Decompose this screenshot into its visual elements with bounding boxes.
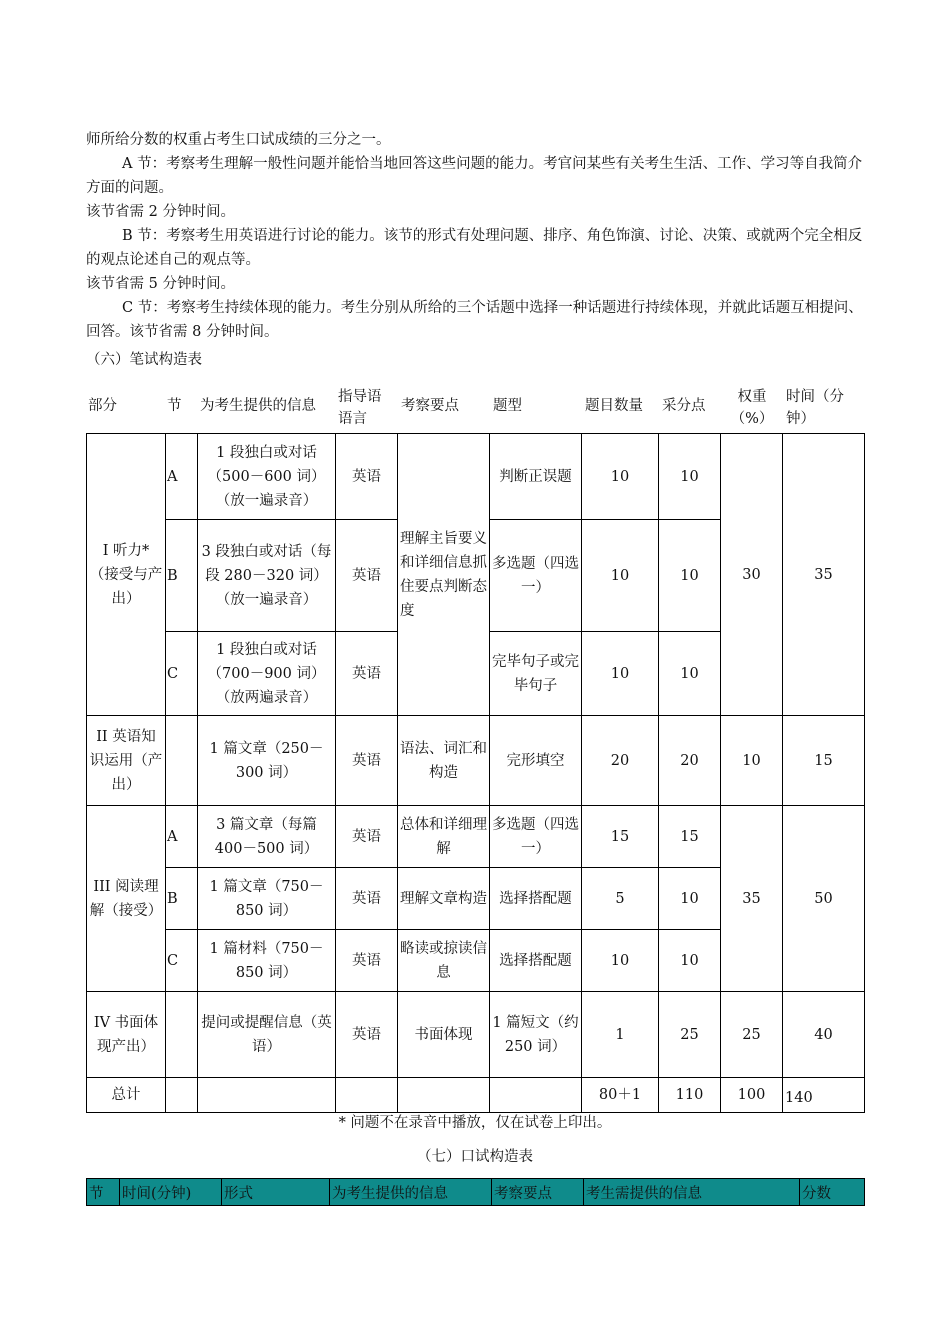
lang-cell: 英语: [336, 716, 398, 806]
focus-cell: 总体和详细理解: [398, 806, 490, 868]
section-a-time: 该节省需 2 分钟时间。: [86, 204, 235, 220]
total-time: 140: [783, 1078, 865, 1113]
header-type: 题型: [493, 398, 522, 414]
info-cell: 1 篇文章（750－850 词）: [198, 868, 336, 930]
written-structure-table: [86, 433, 865, 1113]
type-cell: 完毕句子或完毕句子: [490, 632, 582, 716]
focus-cell: 书面体现: [398, 992, 490, 1078]
lang-cell: 英语: [336, 632, 398, 716]
section-label: A: [166, 806, 198, 868]
type-cell: 判断正误题: [490, 434, 582, 520]
section-c-desc: C 节：考察考生持续体现的能力。考生分别从所给的三个话题中选择一种话题进行持续体现，并就此话题互相提问、回答。该节省需 8 分钟时间。: [86, 300, 863, 340]
header-count: 题目数量: [585, 398, 643, 414]
info-cell: 1 段独白或对话（700－900 词）（放两遍录音）: [198, 632, 336, 716]
header-weight: 权重（%）: [730, 389, 774, 427]
listening-part: I 听力*（接受与产出）: [87, 434, 166, 716]
time-cell: 50: [783, 806, 865, 992]
count-cell: 10: [582, 520, 659, 632]
count-cell: 5: [582, 868, 659, 930]
intro-line: 师所给分数的权重占考生口试成绩的三分之一。: [86, 132, 391, 148]
oral-header-need: 考生需提供的信息: [584, 1179, 800, 1206]
section-label: [166, 716, 198, 806]
points-cell: 10: [659, 520, 721, 632]
info-cell: 1 段独白或对话（500－600 词）（放一遍录音）: [198, 434, 336, 520]
points-cell: 10: [659, 434, 721, 520]
header-focus: 考察要点: [401, 398, 459, 414]
oral-header-time: 时间(分钟): [120, 1179, 222, 1206]
lang-cell: 英语: [336, 520, 398, 632]
total-count: 80＋1: [582, 1078, 659, 1113]
info-cell: 3 篇文章（每篇 400－500 词）: [198, 806, 336, 868]
total-label: 总计: [87, 1078, 166, 1113]
type-cell: 选择搭配题: [490, 868, 582, 930]
lang-cell: 英语: [336, 806, 398, 868]
oral-table-title: （七）口试构造表: [417, 1149, 533, 1165]
listening-footnote: * 问题不在录音中播放，仅在试卷上印出。: [338, 1115, 612, 1131]
empty-cell: [166, 1078, 198, 1113]
info-cell: 提问或提醒信息（英语）: [198, 992, 336, 1078]
section-label: C: [166, 632, 198, 716]
section-label: B: [166, 868, 198, 930]
empty-cell: [490, 1078, 582, 1113]
empty-cell: [398, 1078, 490, 1113]
type-cell: 多选题（四选一）: [490, 806, 582, 868]
lang-cell: 英语: [336, 930, 398, 992]
points-cell: 10: [659, 632, 721, 716]
info-cell: 3 段独白或对话（每段 280－320 词）（放一遍录音）: [198, 520, 336, 632]
points-cell: 10: [659, 930, 721, 992]
info-cell: 1 篇文章（250－300 词）: [198, 716, 336, 806]
writing-part: IV 书面体现产出）: [87, 992, 166, 1078]
time-cell: 40: [783, 992, 865, 1078]
count-cell: 15: [582, 806, 659, 868]
header-part: 部分: [88, 398, 117, 414]
section-label: C: [166, 930, 198, 992]
points-cell: 25: [659, 992, 721, 1078]
total-row: [87, 1078, 865, 1113]
empty-cell: [198, 1078, 336, 1113]
type-cell: 1 篇短文（约 250 词）: [490, 992, 582, 1078]
section-label: B: [166, 520, 198, 632]
section-a-desc: A 节：考察考生理解一般性问题并能恰当地回答这些问题的能力。考官问某些有关考生生活、工作、学习等自我简介方面的问题。: [86, 156, 863, 196]
oral-structure-table: [86, 1178, 865, 1206]
lang-cell: 英语: [336, 434, 398, 520]
time-cell: 15: [783, 716, 865, 806]
header-time: 时间（分钟）: [786, 389, 844, 427]
table-row: [87, 716, 865, 806]
weight-cell: 30: [721, 434, 783, 716]
oral-header-score: 分数: [800, 1179, 865, 1206]
section-label: A: [166, 434, 198, 520]
points-cell: 10: [659, 868, 721, 930]
section-b-time: 该节省需 5 分钟时间。: [86, 276, 235, 292]
oral-header-section: 节: [87, 1179, 120, 1206]
oral-header-form: 形式: [222, 1179, 330, 1206]
empty-cell: [336, 1078, 398, 1113]
table-row: [87, 992, 865, 1078]
count-cell: 20: [582, 716, 659, 806]
total-points: 110: [659, 1078, 721, 1113]
count-cell: 1: [582, 992, 659, 1078]
weight-cell: 25: [721, 992, 783, 1078]
oral-header-row: [87, 1179, 865, 1206]
count-cell: 10: [582, 930, 659, 992]
count-cell: 10: [582, 434, 659, 520]
type-cell: 多选题（四选一）: [490, 520, 582, 632]
focus-cell: 略读或掠读信息: [398, 930, 490, 992]
type-cell: 选择搭配题: [490, 930, 582, 992]
written-table-title: （六）笔试构造表: [86, 352, 202, 368]
weight-cell: 10: [721, 716, 783, 806]
weight-cell: 35: [721, 806, 783, 992]
section-b-desc: B 节：考察考生用英语进行讨论的能力。该节的形式有处理问题、排序、角色饰演、讨论、决策、或就两个完全相反的观点论述自己的观点等。: [86, 228, 863, 268]
time-cell: 35: [783, 434, 865, 716]
usage-part: II 英语知识运用（产出）: [87, 716, 166, 806]
points-cell: 15: [659, 806, 721, 868]
total-weight: 100: [721, 1078, 783, 1113]
table-row: [87, 806, 865, 868]
type-cell: 完形填空: [490, 716, 582, 806]
points-cell: 20: [659, 716, 721, 806]
count-cell: 10: [582, 632, 659, 716]
table-row: [87, 434, 865, 520]
section-label: [166, 992, 198, 1078]
listening-focus: 理解主旨要义和详细信息抓住要点判断态度: [398, 434, 490, 716]
focus-cell: 理解文章构造: [398, 868, 490, 930]
focus-cell: 语法、词汇和构造: [398, 716, 490, 806]
header-points: 采分点: [662, 398, 706, 414]
oral-header-focus: 考察要点: [492, 1179, 584, 1206]
info-cell: 1 篇材料（750－850 词）: [198, 930, 336, 992]
lang-cell: 英语: [336, 992, 398, 1078]
header-lang: 指导语语言: [338, 389, 382, 427]
header-info: 为考生提供的信息: [200, 398, 316, 414]
oral-header-info: 为考生提供的信息: [330, 1179, 492, 1206]
header-section: 节: [167, 398, 182, 414]
reading-part: III 阅读理解（接受）: [87, 806, 166, 992]
lang-cell: 英语: [336, 868, 398, 930]
